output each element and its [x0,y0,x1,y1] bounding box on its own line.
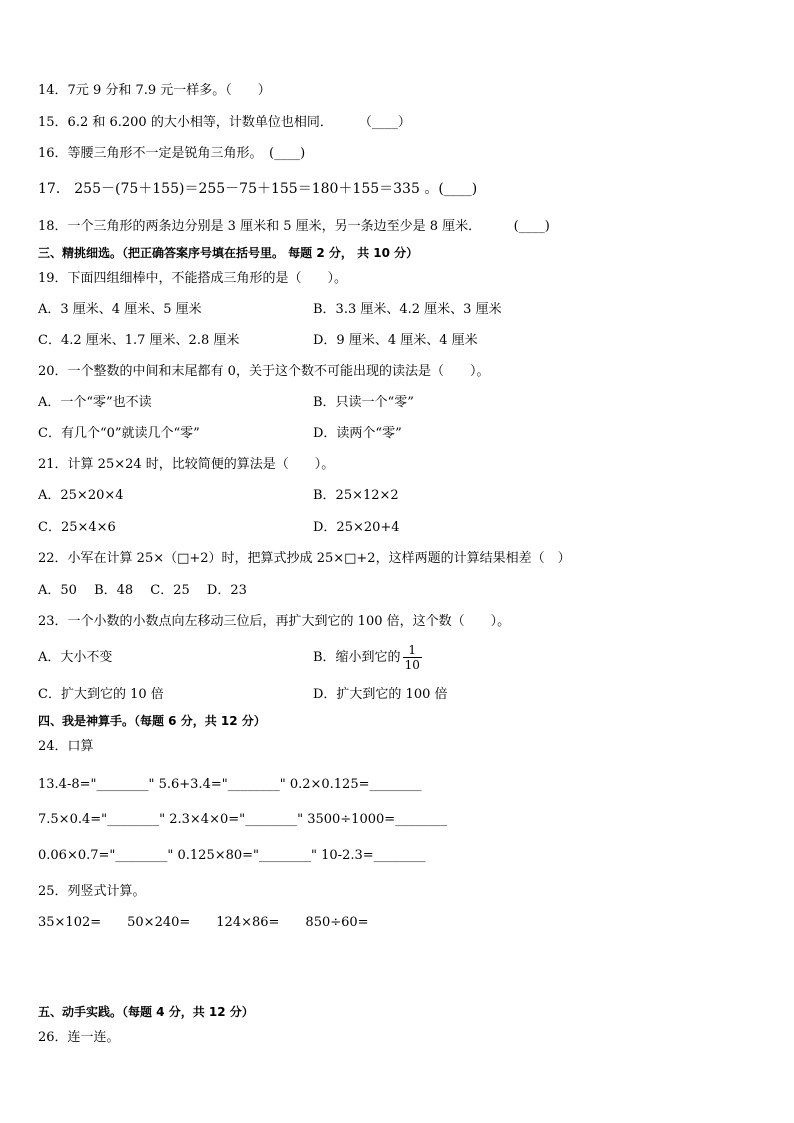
q20-stem: 20．一个整数的中间和末尾都有 0，关于这个数不可能出现的读法是（ ）。 [38,364,490,379]
q17: 17． 255－(75＋155)＝255－75＋155＝180＋155＝335 。(____) [38,181,478,197]
q18: 18．一个三角形的两条边分别是 3 厘米和 5 厘米，另一条边至少是 8 厘米． (____) [38,219,550,234]
fraction-one-tenth [403,643,422,672]
q23-option-b-text: B．缩小到它的 [313,650,401,665]
q24-row-2: 7.5×0.4="________" 2.3×4×0="________" 3500÷1000=________ [38,812,448,827]
fraction-numerator: 1 [408,643,417,657]
q19-option-c: C．4.2 厘米、1.7 厘米、2.8 厘米 [38,333,240,348]
q19-option-b: B．3.3 厘米、4.2 厘米、3 厘米 [313,302,502,317]
q23-option-c: C．扩大到它的 10 倍 [38,687,164,702]
q21-option-b: B．25×12×2 [313,488,399,503]
q20-option-d: D．读两个“零” [313,426,402,441]
q21-option-c: C．25×4×6 [38,520,116,535]
q23-option-b [313,640,422,676]
q25-stem: 25．列竖式计算。 [38,884,146,899]
q24-stem: 24．口算 [38,739,94,754]
q21-option-a: A．25×20×4 [38,488,124,503]
q16: 16．等腰三角形不一定是锐角三角形。 (____) [38,146,306,161]
q21-option-d: D．25×20+4 [313,520,400,535]
section4-heading: 四、我是神算手。（每题 6 分，共 12 分） [38,714,266,728]
q14: 14．7元 9 分和 7.9 元一样多。（ ） [38,83,271,98]
q22-options: A．50 B．48 C．25 D．23 [38,583,247,598]
q25-items: 35×102= 50×240= 124×86= 850÷60= [38,915,369,930]
q20-option-a: A．一个“零”也不读 [38,395,152,410]
q19-option-a: A．3 厘米、4 厘米、5 厘米 [38,302,202,317]
q24-row-1: 13.4-8="________" 5.6+3.4="________" 0.2×0.125=________ [38,777,422,792]
q19-stem: 19．下面四组细棒中，不能搭成三角形的是（ ）。 [38,271,348,286]
q23-option-d: D．扩大到它的 100 倍 [313,687,448,702]
q21-stem: 21．计算 25×24 时，比较简便的算法是（ ）。 [38,457,335,472]
q23-option-a: A．大小不变 [38,650,113,665]
q24-row-3: 0.06×0.7="________" 0.125×80="________" 10-2.3=________ [38,848,426,863]
q26: 26．连一连。 [38,1030,120,1045]
section3-heading: 三、精挑细选。（把正确答案序号填在括号里。 每题 2 分， 共 10 分） [38,246,419,260]
q20-option-c: C．有几个“0”就读几个“零” [38,426,200,441]
q19-option-d: D．9 厘米、4 厘米、4 厘米 [313,333,478,348]
q15: 15．6.2 和 6.200 的大小相等，计数单位也相同． （____） [38,115,411,130]
section5-heading: 五、动手实践。（每题 4 分，共 12 分） [38,1005,254,1019]
fraction-denominator: 10 [404,658,420,672]
q22-stem: 22．小军在计算 25×（□+2）时，把算式抄成 25×□+2，这样两题的计算结果相差（ ） [38,551,571,566]
q23-stem: 23．一个小数的小数点向左移动三位后，再扩大到它的 100 倍，这个数（ ）。 [38,614,511,629]
q20-option-b: B．只读一个“零” [313,395,414,410]
